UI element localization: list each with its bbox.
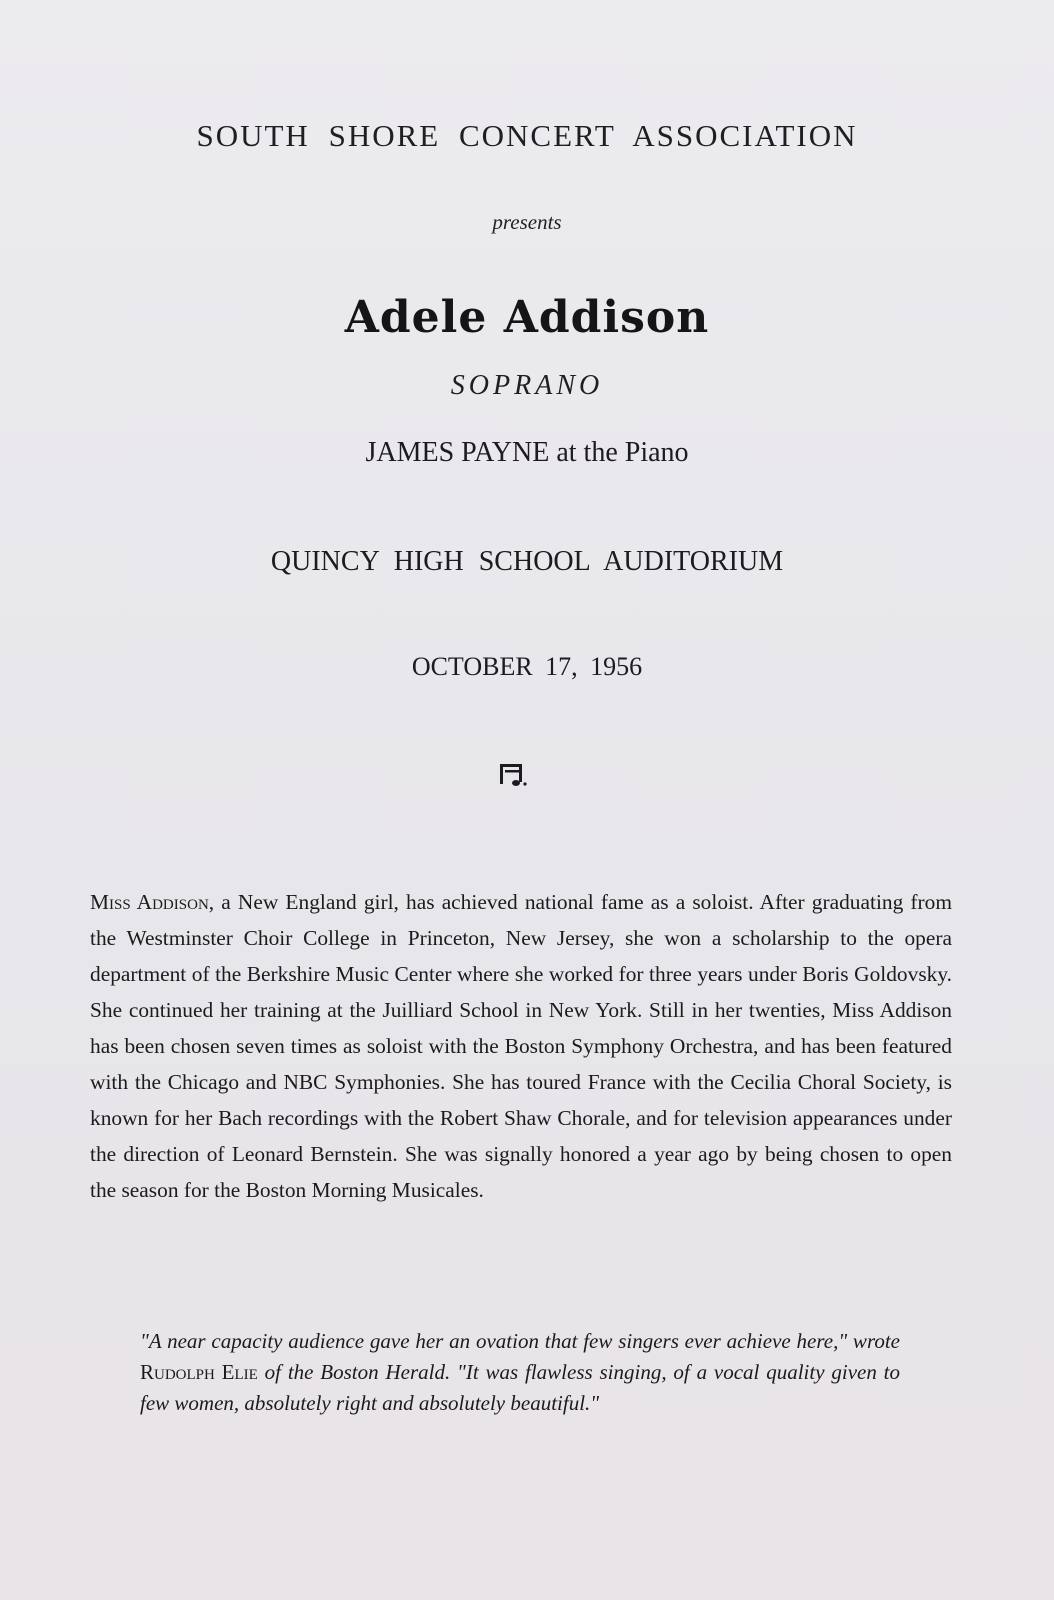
accompanist-line: JAMES PAYNE at the Piano: [365, 437, 689, 468]
bio-lead-name: Miss Addison: [90, 890, 209, 914]
music-note-ornament-icon: [497, 760, 527, 790]
bio-text: , a New England girl, has achieved national fame as a soloist. After graduating from the Westminster Choir College in Princeton, New Jersey, she won a scholarship to the opera department of the Berkshire Music Center where she worked for three years under Boris Goldovsky. She continued her training at the Juilliard School in New York. Still in her twenties, Miss Addison has been chosen seven times as soloist with the Boston Symphony Orchestra, and has been featured with the Chicago and NBC Symphonies. She has toured France with the Cecilia Choral Society, is known for her Bach recordings with the Robert Shaw Chorale, and for television appearances under the direction of Leonard Bernstein. She was signally honored a year ago by being chosen to open the season for the Boston Morning Musicales.: [90, 890, 952, 1202]
quote-part-2: of the Boston Herald. "It was flawless singing, of a vocal quality given to few women, absolutely right and absolutely beautiful.": [140, 1360, 900, 1415]
press-quote: [140, 1326, 900, 1419]
quote-critic: Rudolph Elie: [140, 1360, 258, 1384]
presents-label: presents: [492, 210, 562, 234]
artist-biography: [90, 884, 952, 1208]
artist-name: Adele Addison: [344, 292, 710, 343]
voice-type: SOPRANO: [450, 370, 604, 401]
venue-line: QUINCY HIGH SCHOOL AUDITORIUM: [270, 546, 784, 577]
quote-part-1: "A near capacity audience gave her an ovation that few singers ever achieve here," wrote: [140, 1329, 900, 1353]
concert-date: OCTOBER 17, 1956: [411, 652, 643, 681]
organization-title: SOUTH SHORE CONCERT ASSOCIATION: [196, 118, 858, 153]
